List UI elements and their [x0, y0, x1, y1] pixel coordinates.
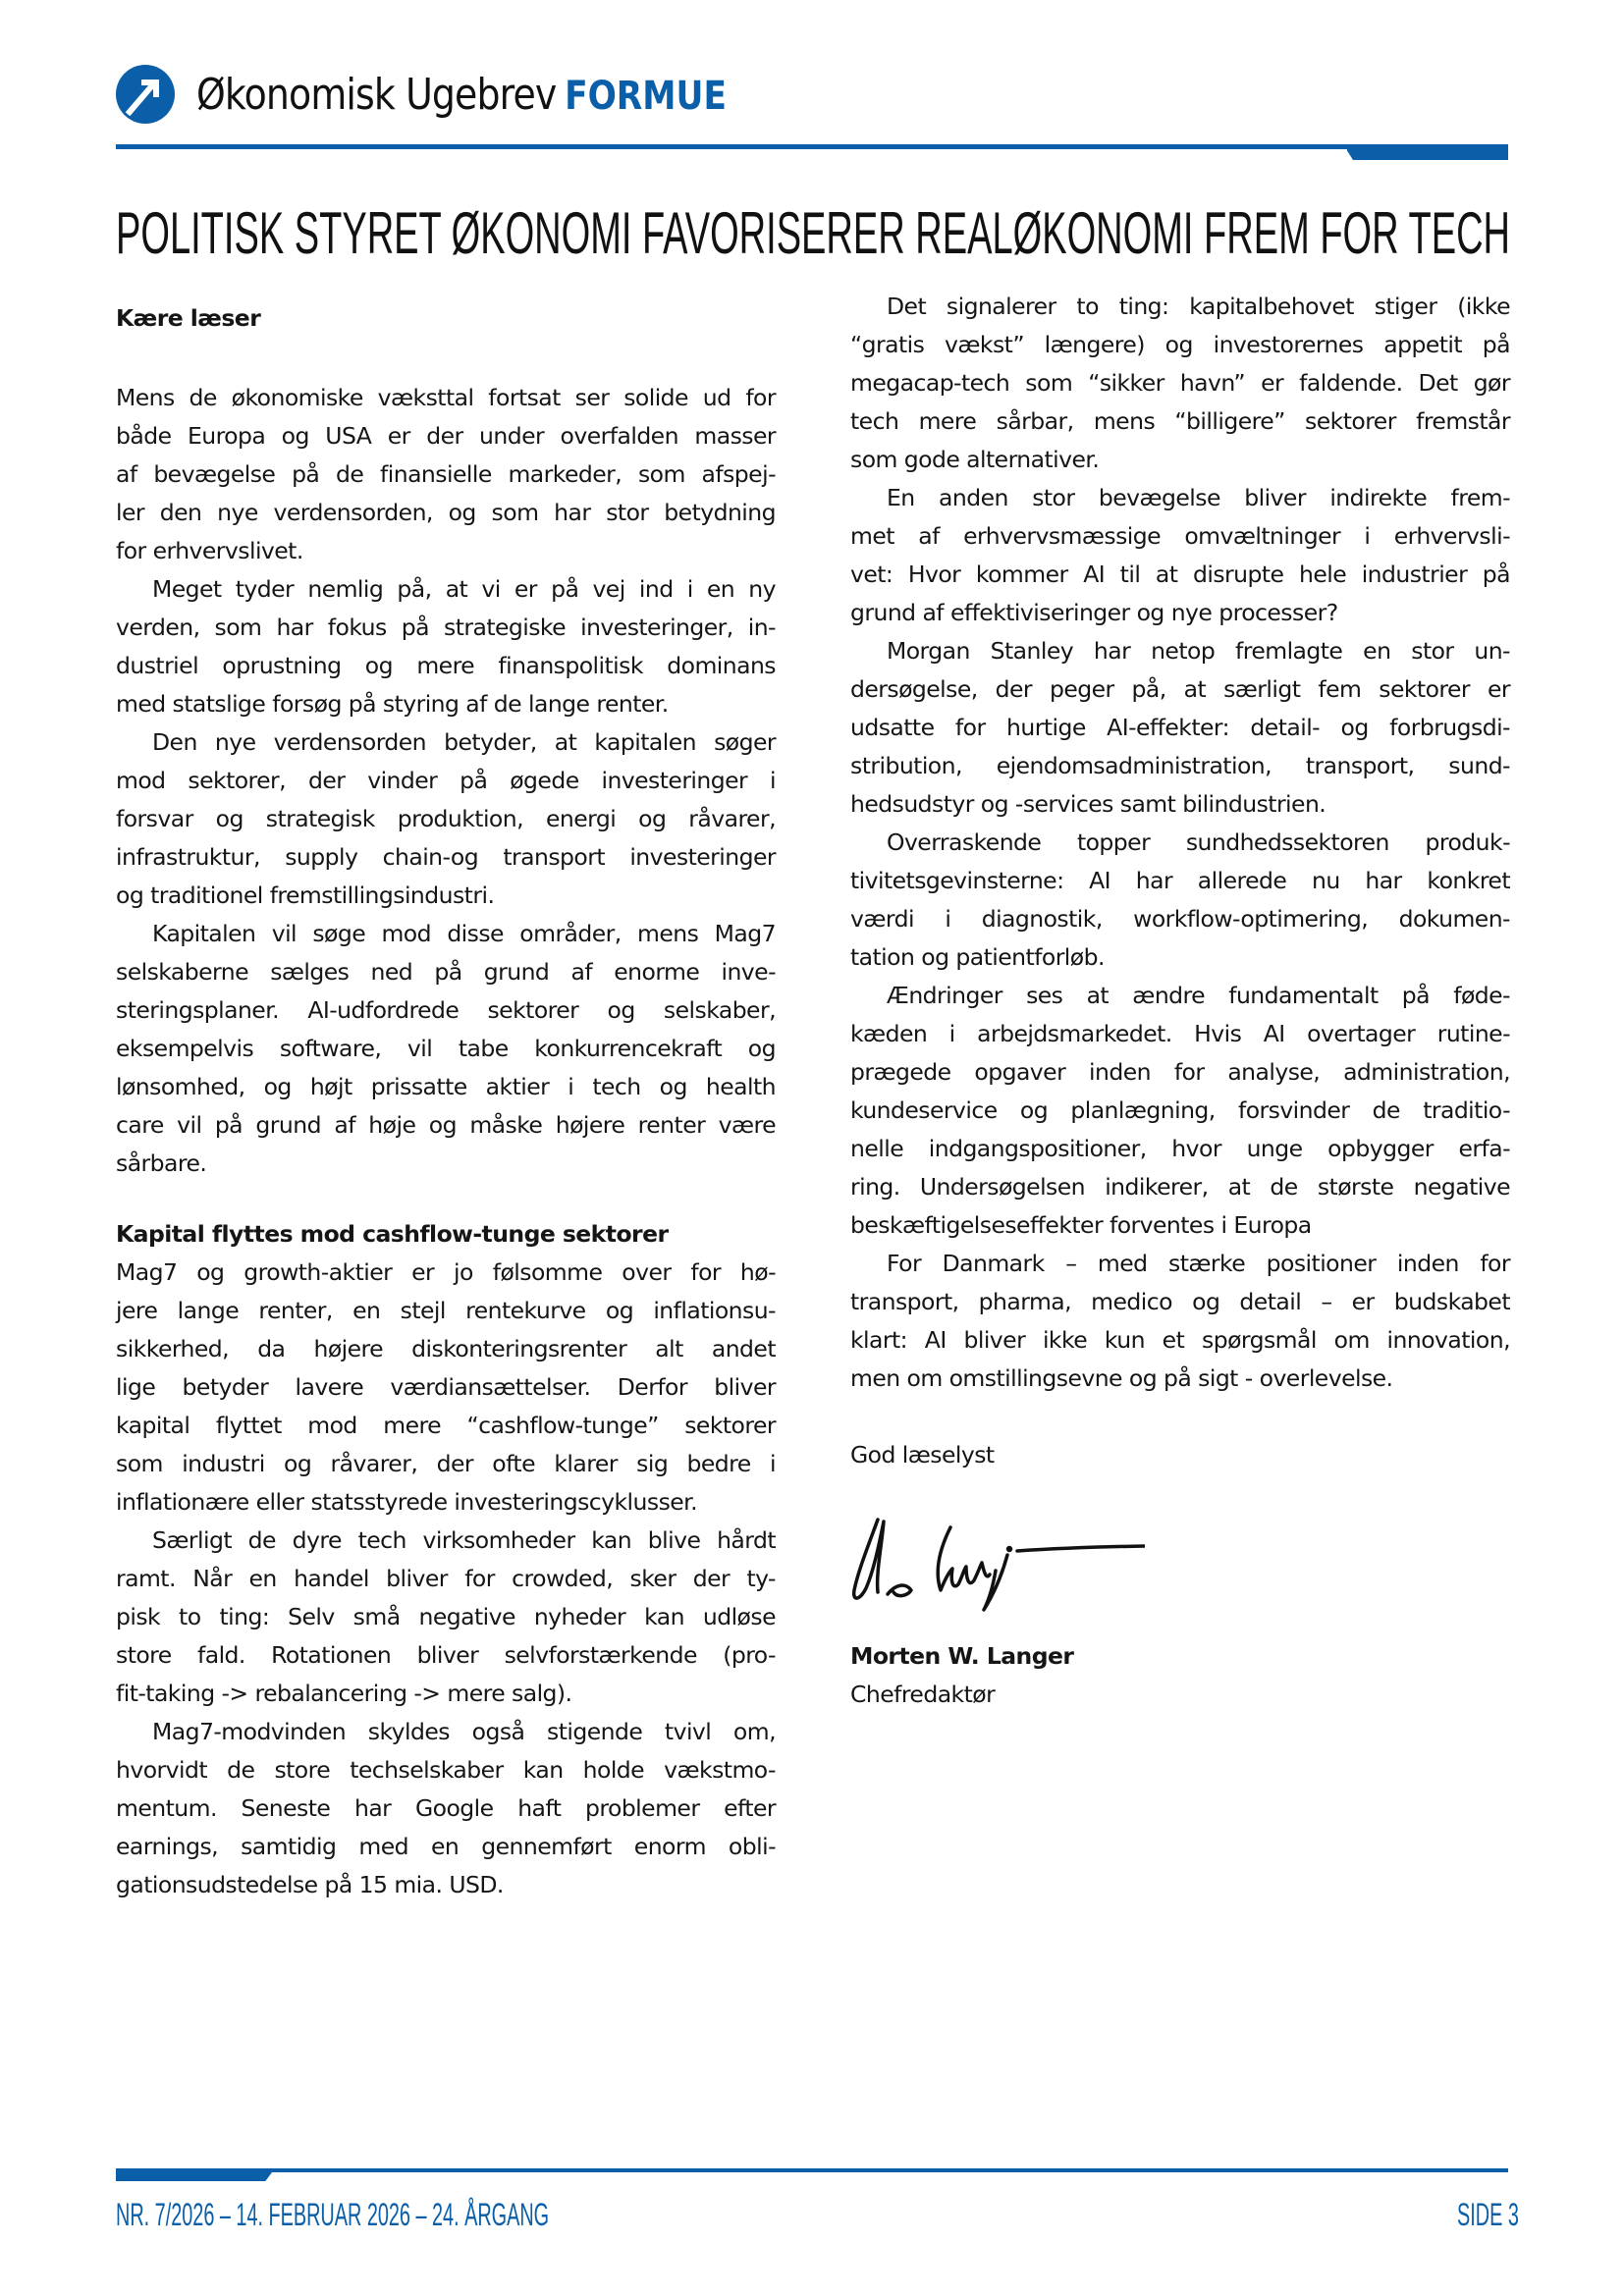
body-text-line: nelle indgangspositioner, hvor unge opbygger erfa-	[850, 1135, 1510, 1162]
article-headline	[116, 200, 1510, 266]
body-text-line: beskæftigelseseffekter forventes i Europa	[850, 1211, 1312, 1239]
body-text-line: gationsudstedelse på 15 mia. USD.	[116, 1871, 504, 1898]
body-text-line: tech mere sårbar, mens “billigere” sektorer fremstår	[850, 407, 1510, 435]
publication-logo	[116, 63, 813, 126]
body-text-line: vet: Hvor kommer AI til at disrupte hele industrier på	[850, 561, 1510, 588]
header-rule-tab	[1347, 144, 1508, 160]
body-text-line: Det signalerer to ting: kapitalbehovet stiger (ikke	[887, 293, 1510, 320]
body-text-line: “gratis vækst” længere) og investorernes appetit på	[850, 331, 1510, 358]
body-text-line: For Danmark – med stærke positioner inden for	[887, 1250, 1510, 1277]
body-text-line: Mens de økonomiske væksttal fortsat ser solide ud for	[116, 384, 776, 411]
salutation: Kære læser	[116, 304, 261, 332]
body-text-line: af bevægelse på de finansielle markeder, som afspej-	[116, 460, 776, 488]
body-text-line: store fald. Rotationen bliver selvforstærkende (pro-	[116, 1641, 776, 1669]
signature-name: Morten W. Langer	[850, 1642, 1074, 1670]
body-text-line: lønsomhed, og højt prissatte aktier i tech og health	[116, 1073, 776, 1100]
body-text-line: infrastruktur, supply chain-og transport investeringer	[116, 843, 776, 871]
body-text-line: med statslige forsøg på styring af de lange renter.	[116, 690, 669, 718]
body-text-line: hvorvidt de store techselskaber kan holde vækstmo-	[116, 1756, 776, 1784]
body-text-line: selskaberne sælges ned på grund af enorme inve-	[116, 958, 776, 986]
body-text-line: Kapitalen vil søge mod disse områder, mens Mag7	[152, 920, 776, 947]
body-text-line: God læselyst	[850, 1441, 995, 1468]
body-text-line: inflationære eller statsstyrede investeringscyklusser.	[116, 1488, 698, 1516]
body-text-line: transport, pharma, medico og detail – er budskabet	[850, 1288, 1510, 1315]
body-text-line: lige betyder lavere værdiansættelser. Derfor bliver	[116, 1373, 776, 1401]
body-text-line: Mag7-modvinden skyldes også stigende tvivl om,	[152, 1718, 776, 1745]
footer-rule	[116, 2168, 1508, 2172]
body-text-line: kæden i arbejdsmarkedet. Hvis AI overtager rutine-	[850, 1020, 1510, 1047]
footer-rule-tab	[116, 2168, 275, 2181]
body-text-line: Morgan Stanley har netop fremlagte en stor un-	[887, 637, 1510, 665]
body-text-line: stribution, ejendomsadministration, transport, sund-	[850, 752, 1510, 779]
body-text-line: care vil på grund af høje og måske højere renter være	[116, 1111, 776, 1139]
body-text-line: Ændringer ses at ændre fundamentalt på føde-	[887, 982, 1510, 1009]
body-text-line: mod sektorer, der vinder på øgede investeringer i	[116, 767, 776, 794]
body-text-line: Særligt de dyre tech virksomheder kan blive hårdt	[152, 1526, 776, 1554]
body-text-line: steringsplaner. AI-udfordrede sektorer og selskaber,	[116, 996, 776, 1024]
headline-text: POLITISK STYRET ØKONOMI FAVORISERER REALØKONOMI FREM FOR TECH	[116, 200, 1510, 266]
header-rule	[116, 144, 1508, 149]
page-number: SIDE 3	[1457, 2197, 1519, 2232]
body-text-line: klart: AI bliver ikke kun et spørgsmål om innovation,	[850, 1326, 1510, 1354]
body-text-line: tation og patientforløb.	[850, 943, 1105, 971]
body-text-line: grund af effektiviseringer og nye processer?	[850, 599, 1338, 626]
body-text-line: dustriel oprustning og mere finanspolitisk dominans	[116, 652, 776, 679]
section-heading: Kapital flyttes mod cashflow-tunge sektorer	[116, 1220, 669, 1248]
body-text-line: prægede opgaver inden for analyse, administration,	[850, 1058, 1510, 1086]
body-text-line: ramt. Når en handel bliver for crowded, sker der ty-	[116, 1565, 776, 1592]
body-text-line: earnings, samtidig med en gennemført enorm obli-	[116, 1833, 776, 1860]
brand-name: Økonomisk Ugebrev	[196, 69, 557, 120]
body-text-line: eksempelvis software, vil tabe konkurrencekraft og	[116, 1035, 776, 1062]
body-text-line: jere lange renter, en stejl rentekurve og inflationsu-	[116, 1297, 776, 1324]
body-text-line: ring. Undersøgelsen indikerer, at de største negative	[850, 1173, 1510, 1201]
body-text-line: som gode alternativer.	[850, 446, 1100, 473]
body-text-line: kundeservice og planlægning, forsvinder de traditio-	[850, 1096, 1510, 1124]
body-text-line: sårbare.	[116, 1149, 207, 1177]
body-text-line: Overraskende topper sundhedssektoren produk-	[887, 828, 1510, 856]
body-text-line: værdi i diagnostik, workflow-optimering, dokumen-	[850, 905, 1510, 933]
signature-icon	[850, 1512, 1145, 1625]
body-text-line: megacap-tech som “sikker havn” er faldende. Det gør	[850, 369, 1510, 397]
brand-section: FORMUE	[565, 73, 727, 119]
issue-info: NR. 7/2026 – 14. FEBRUAR 2026 – 24. ÅRGANG	[116, 2197, 550, 2232]
body-text-line: sikkerhed, da højere diskonteringsrenter alt andet	[116, 1335, 776, 1362]
body-text-line: verden, som har fokus på strategiske investeringer, in-	[116, 614, 776, 641]
body-text-line: udsatte for hurtige AI-effekter: detail- og forbrugsdi-	[850, 714, 1510, 741]
body-text-line: hedsudstyr og -services samt bilindustrien.	[850, 790, 1326, 818]
body-text-line: fit-taking -> rebalancering -> mere salg).	[116, 1680, 572, 1707]
body-text-line: som industri og råvarer, der ofte klarer sig bedre i	[116, 1450, 776, 1477]
arrow-up-right-icon	[116, 65, 175, 124]
body-text-line: forsvar og strategisk produktion, energi og råvarer,	[116, 805, 776, 832]
body-text-line: både Europa og USA er der under overfalden masser	[116, 422, 776, 450]
body-text-line: men om omstillingsevne og på sigt - overlevelse.	[850, 1364, 1393, 1392]
body-text-line: Den nye verdensorden betyder, at kapitalen søger	[152, 728, 776, 756]
signature-title: Chefredaktør	[850, 1681, 996, 1708]
body-text-line: mentum. Seneste har Google haft problemer efter	[116, 1794, 776, 1822]
body-text-line: Meget tyder nemlig på, at vi er på vej ind i en ny	[152, 575, 776, 603]
publication-name	[196, 70, 727, 120]
body-text-line: En anden stor bevægelse bliver indirekte frem-	[887, 484, 1510, 511]
body-text-line: ler den nye verdensorden, og som har stor betydning	[116, 499, 776, 526]
body-text-line: for erhvervslivet.	[116, 537, 303, 564]
body-text-line: Mag7 og growth-aktier er jo følsomme over for hø-	[116, 1258, 776, 1286]
body-text-line: pisk to ting: Selv små negative nyheder kan udløse	[116, 1603, 776, 1630]
body-text-line: og traditionel fremstillingsindustri.	[116, 881, 495, 909]
body-text-line: dersøgelse, der peger på, at særligt fem sektorer er	[850, 675, 1510, 703]
body-text-line: met af erhvervsmæssige omvæltninger i erhvervsli-	[850, 522, 1510, 550]
body-text-line: tivitetsgevinsterne: AI har allerede nu har konkret	[850, 867, 1510, 894]
body-text-line: kapital flyttet mod mere “cashflow-tunge” sektorer	[116, 1412, 776, 1439]
